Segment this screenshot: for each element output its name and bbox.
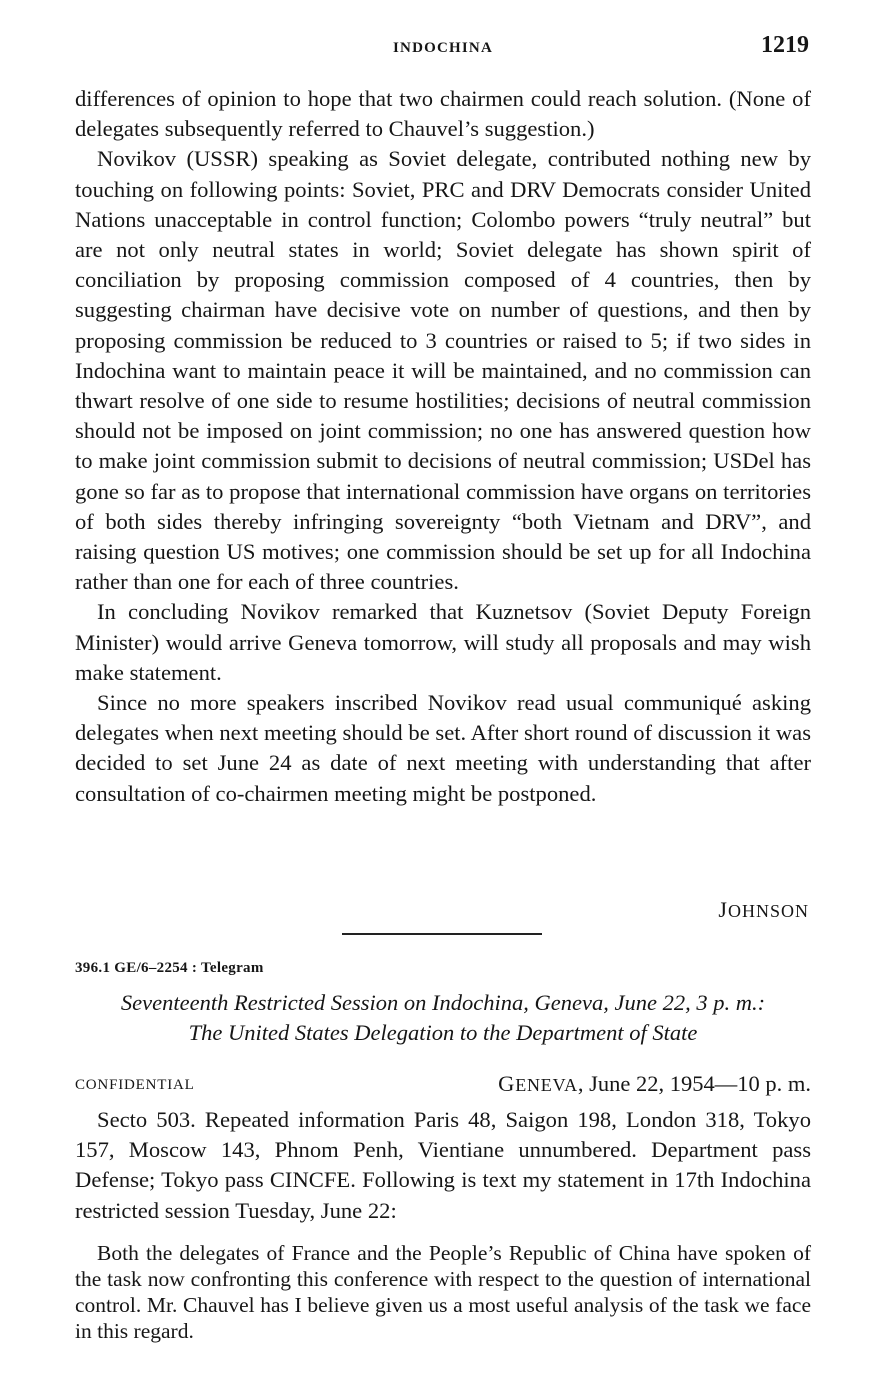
- statement-text: [75, 1240, 811, 1344]
- signature-initial: J: [718, 897, 728, 922]
- paragraph-continuation: differences of opinion to hope that two chairmen could reach solution. (None of delegates subsequently referred to Chauvel’s suggestion.): [75, 86, 811, 142]
- body-text: [75, 84, 811, 809]
- paragraph-secto: Secto 503. Repeated information Paris 48, Saigon 198, London 318, Tokyo 157, Moscow 143, Phnom Penh, Vientiane unnumbered. Department pass Defense; Tokyo pass CINCFE. Following is text my statement in 17th Indochina restricted session Tuesday, June 22:: [75, 1107, 811, 1223]
- document-title-line-2: The United States Delegation to the Department of State: [188, 1020, 698, 1045]
- document-reference: 396.1 GE/6–2254 : Telegram: [75, 960, 264, 976]
- paragraph-communique: Since no more speakers inscribed Novikov read usual communiqué asking delegates when next meeting should be set. After short round of discussion it was decided to set June 24 as date of next meeting with understanding that after consultation of co-chairmen meeting might be postponed.: [75, 690, 811, 806]
- signature-rest: OHNSON: [727, 901, 809, 921]
- document-meta-row: [75, 1071, 811, 1101]
- dateline: [498, 1071, 811, 1097]
- dateline-city-initial: G: [498, 1071, 516, 1096]
- dateline-city-rest: ENEVA: [515, 1075, 578, 1095]
- classification-label: CONFIDENTIAL: [75, 1077, 195, 1093]
- page-header: [75, 32, 811, 66]
- paragraph-concluding: In concluding Novikov remarked that Kuznetsov (Soviet Deputy Foreign Minister) would arrive Geneva tomorrow, will study all proposals and may wish make statement.: [75, 599, 811, 685]
- page-number: 1219: [761, 32, 809, 58]
- paragraph-novikov-points: Novikov (USSR) speaking as Soviet delegate, contributed nothing new by touching on following points: Soviet, PRC and DRV Democrats consider United Nations unacceptable in control function; Colombo powers “truly neutral” but are not only neutral states in world; Soviet delegate has shown spirit of conciliation by proposing commission composed of 4 countries, then by suggesting chairman have decisive vote on number of questions, and then by proposing commission be reduced to 3 countries or raised to 5; if two sides in Indochina want to maintain peace it will be maintained, and no commission can thwart resolve of one side to resume hostilities; decisions of neutral commission should not be imposed on joint commission; no one has answered question how to make joint commission submit to decisions of neutral commission; USDel has gone so far as to propose that international commission have organs on territories of both sides thereby infringing sovereignty “both Vietnam and DRV”, and raising question US motives; one commission should be set up for all Indochina rather than one for each of three countries.: [75, 146, 811, 595]
- document-title-line-1: Seventeenth Restricted Session on Indochina, Geneva, June 22, 3 p. m.:: [120, 990, 766, 1015]
- paragraph-statement: Both the delegates of France and the People’s Republic of China have spoken of the task now confronting this conference with respect to the question of international control. Mr. Chauvel has I believe given us a most useful analysis of the task we face in this regard.: [75, 1241, 811, 1343]
- section-divider: [342, 933, 542, 935]
- dateline-date: , June 22, 1954—10 p. m.: [577, 1071, 811, 1096]
- signature: [718, 897, 809, 923]
- telegram-text: [75, 1105, 811, 1226]
- running-head: INDOCHINA: [393, 40, 493, 56]
- document-title: [75, 988, 811, 1048]
